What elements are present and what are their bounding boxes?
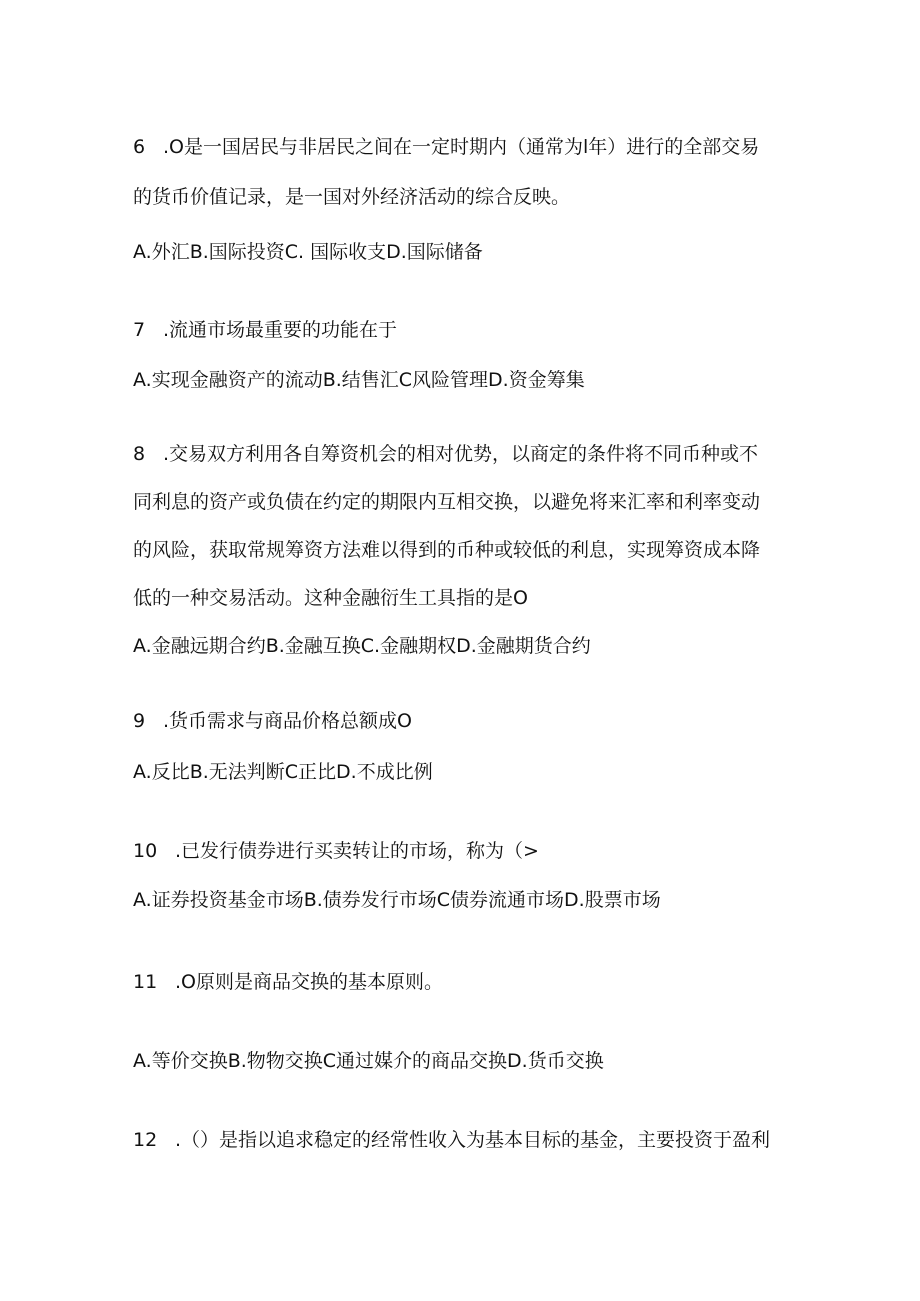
question-9-line-1 — [133, 707, 793, 735]
question-12-line-1 — [133, 1126, 793, 1154]
question-text: .流通市场最重要的功能在于 — [163, 319, 398, 341]
question-number: 8 — [133, 443, 146, 465]
question-8-line-4: 低的一种交易活动。这种金融衍生工具指的是O — [133, 587, 528, 609]
question-number: 10 — [133, 840, 158, 862]
question-7-line-1 — [133, 316, 793, 344]
question-text: .O原则是商品交换的基本原则。 — [175, 971, 443, 993]
question-10-line-1 — [133, 837, 793, 865]
question-8-line-2: 同利息的资产或负债在约定的期限内互相交换，以避免将来汇率和利率变动 — [133, 491, 761, 513]
question-7-options: A.实现金融资产的流动B.结售汇C风险管理D.资金筹集 — [133, 369, 585, 391]
question-6-line-1 — [133, 133, 793, 161]
question-10-options: A.证券投资基金市场B.债券发行市场C债券流通市场D.股票市场 — [133, 889, 661, 911]
question-number: 6 — [133, 136, 146, 158]
question-6-line-2: 的货币价值记录，是一国对外经济活动的综合反映。 — [133, 186, 571, 208]
question-text: .交易双方利用各自筹资机会的相对优势，以商定的条件将不同币种或不 — [163, 443, 759, 465]
question-9-options: A.反比B.无法判断C正比D.不成比例 — [133, 761, 433, 783]
question-text: .已发行债券进行买卖转让的市场，称为（> — [175, 840, 539, 862]
question-text: .O是一国居民与非居民之间在一定时期内（通常为l年）进行的全部交易 — [163, 136, 760, 158]
question-text: .（）是指以追求稳定的经常性收入为基本目标的基金，主要投资于盈利 — [175, 1129, 771, 1151]
question-number: 7 — [133, 319, 146, 341]
question-11-line-1 — [133, 968, 793, 996]
question-number: 11 — [133, 971, 158, 993]
question-8-line-3: 的风险，获取常规筹资方法难以得到的币种或较低的利息，实现筹资成本降 — [133, 539, 761, 561]
question-number: 9 — [133, 710, 146, 732]
question-8-line-1 — [133, 440, 793, 468]
question-text: .货币需求与商品价格总额成O — [163, 710, 412, 732]
question-6-options: A.外汇B.国际投资C. 国际收支D.国际储备 — [133, 241, 483, 263]
question-8-options: A.金融远期合约B.金融互换C.金融期权D.金融期货合约 — [133, 635, 591, 657]
question-number: 12 — [133, 1129, 158, 1151]
question-11-options: A.等价交换B.物物交换C通过媒介的商品交换D.货币交换 — [133, 1050, 604, 1072]
